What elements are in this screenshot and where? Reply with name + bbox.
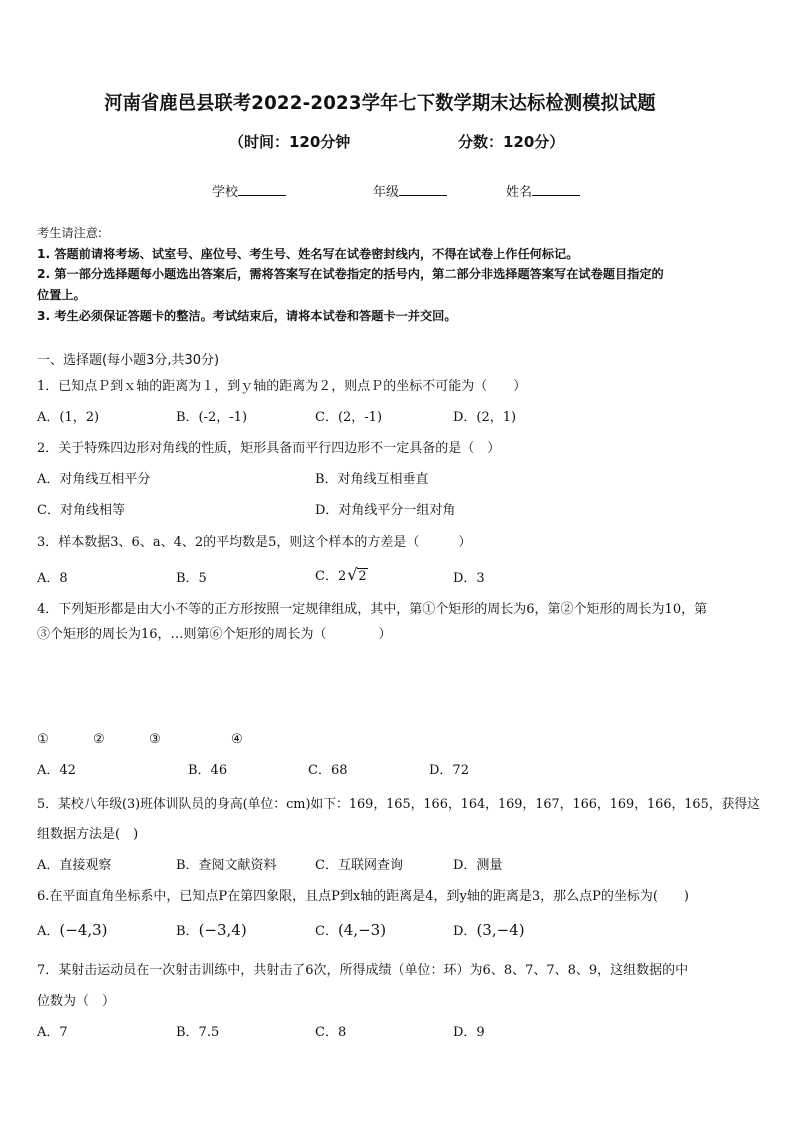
q7-option-d[interactable]: D．9: [453, 1025, 485, 1040]
q3-option-b[interactable]: B．5: [176, 571, 207, 586]
school-blank[interactable]: [238, 183, 286, 196]
q6-option-b[interactable]: [176, 920, 247, 939]
q7-option-c[interactable]: C．8: [315, 1025, 347, 1040]
q3-option-a[interactable]: A．8: [37, 571, 68, 586]
q5-option-b[interactable]: B．查阅文献资料: [176, 858, 277, 873]
q6-a-letter: A．: [37, 924, 60, 939]
question-3-stem: 3．样本数据3、6、a、4、2的平均数是5，则这个样本的方差是（ ）: [37, 535, 472, 550]
q5-option-d[interactable]: D．测量: [453, 858, 503, 873]
notice-heading: 考生请注意:: [37, 226, 103, 240]
q3-option-c[interactable]: [315, 565, 368, 584]
q6-option-d[interactable]: [453, 920, 525, 939]
q5-option-a[interactable]: A．直接观察: [37, 858, 112, 873]
q6-option-a[interactable]: [37, 920, 108, 939]
q6-d-value: (3,−4): [476, 921, 525, 939]
q3-option-d[interactable]: D．3: [453, 571, 485, 586]
grade-label: 年级: [373, 185, 400, 200]
figure-label-2: ②: [93, 732, 105, 747]
school-field[interactable]: [212, 181, 286, 200]
page-title: 河南省鹿邑县联考2022-2023学年七下数学期末达标检测模拟试题: [104, 92, 656, 114]
q2-option-d[interactable]: D．对角线平分一组对角: [315, 503, 456, 518]
name-blank[interactable]: [532, 183, 580, 196]
grade-field[interactable]: [373, 181, 447, 200]
question-5-stem-line1: 5．某校八年级(3)班体训队员的身高(单位：cm)如下：169，165，166，164，169，167，166，169，166，165，获得这: [37, 797, 760, 812]
figure-label-4: ④: [231, 732, 243, 747]
question-6-stem: 6.在平面直角坐标系中，已知点P在第四象限，且点P到x轴的距离是4，到y轴的距离是3，那么点P的坐标为( ): [37, 889, 690, 904]
grade-blank[interactable]: [399, 183, 447, 196]
q6-c-letter: C．: [315, 924, 338, 939]
q7-option-a[interactable]: A．7: [37, 1025, 68, 1040]
q6-c-value: (4,−3): [337, 921, 387, 939]
q1-option-a[interactable]: A．(1，2): [37, 410, 100, 425]
notice-item-2: 2. 第一部分选择题每小题选出答案后，需将答案写在试卷指定的括号内，第二部分非选择题答案写在试卷题目指定的: [37, 267, 664, 281]
q4-option-c[interactable]: C．68: [308, 763, 348, 778]
q6-b-letter: B．: [176, 924, 199, 939]
exam-time: （时间：120分钟: [229, 133, 351, 151]
q1-option-b[interactable]: B．(-2，-1): [176, 410, 248, 425]
notice-item-3: 3. 考生必须保证答题卡的整洁。考试结束后，请将本试卷和答题卡一并交回。: [37, 309, 457, 323]
name-label: 姓名: [506, 185, 533, 200]
q1-option-c[interactable]: C．(2，-1): [315, 410, 383, 425]
q7-option-b[interactable]: B．7.5: [176, 1025, 220, 1040]
notice-item-2-cont: 位置上。: [37, 288, 86, 302]
q6-option-c[interactable]: [315, 920, 386, 939]
q3-option-c-radicand: 2: [358, 569, 367, 584]
section-heading: 一、选择题(每小题3分,共30分): [37, 353, 220, 368]
name-field[interactable]: [506, 181, 580, 200]
q2-option-c[interactable]: C．对角线相等: [37, 503, 125, 518]
notice-item-1: 1. 答题前请将考场、试室号、座位号、考生号、姓名写在试卷密封线内，不得在试卷上作任何标记。: [37, 247, 579, 261]
question-7-stem-line2: 位数为（ ）: [37, 994, 116, 1009]
figure-label-3: ③: [149, 732, 161, 747]
question-1-stem: 1．已知点Ｐ到ｘ轴的距离为１，到ｙ轴的距离为２，则点Ｐ的坐标不可能为（ ）: [37, 379, 527, 394]
q3-option-c-prefix: C．2: [315, 569, 347, 584]
question-4-stem-line2: ③个矩形的周长为16，…则第⑥个矩形的周长为（ ）: [37, 627, 392, 642]
school-label: 学校: [212, 185, 239, 200]
question-4-stem-line1: 4．下列矩形都是由大小不等的正方形按照一定规律组成，其中，第①个矩形的周长为6，第②个矩形的周长为10，第: [37, 602, 708, 617]
question-7-stem-line1: 7．某射击运动员在一次射击训练中，共射击了6次，所得成绩（单位：环）为6、8、7、7、8、9，这组数据的中: [37, 963, 689, 978]
q6-b-value: (−3,4): [198, 921, 247, 939]
sqrt-symbol: √: [347, 565, 358, 584]
q2-option-b[interactable]: B．对角线互相垂直: [315, 472, 429, 487]
q4-option-d[interactable]: D．72: [429, 763, 469, 778]
q4-option-b[interactable]: B．46: [188, 763, 228, 778]
exam-score: 分数：120分）: [458, 133, 565, 151]
q2-option-a[interactable]: A．对角线互相平分: [37, 472, 151, 487]
question-5-stem-line2: 组数据方法是( ): [37, 827, 139, 842]
figure-label-1: ①: [37, 732, 49, 747]
q1-option-d[interactable]: D．(2，1): [453, 410, 517, 425]
q6-a-value: (−4,3): [59, 921, 108, 939]
q5-option-c[interactable]: C．互联网查询: [315, 858, 403, 873]
q4-option-a[interactable]: A．42: [37, 763, 76, 778]
q6-d-letter: D．: [453, 924, 477, 939]
question-2-stem: 2．关于特殊四边形对角线的性质，矩形具备而平行四边形不一定具备的是（ ）: [37, 441, 501, 456]
